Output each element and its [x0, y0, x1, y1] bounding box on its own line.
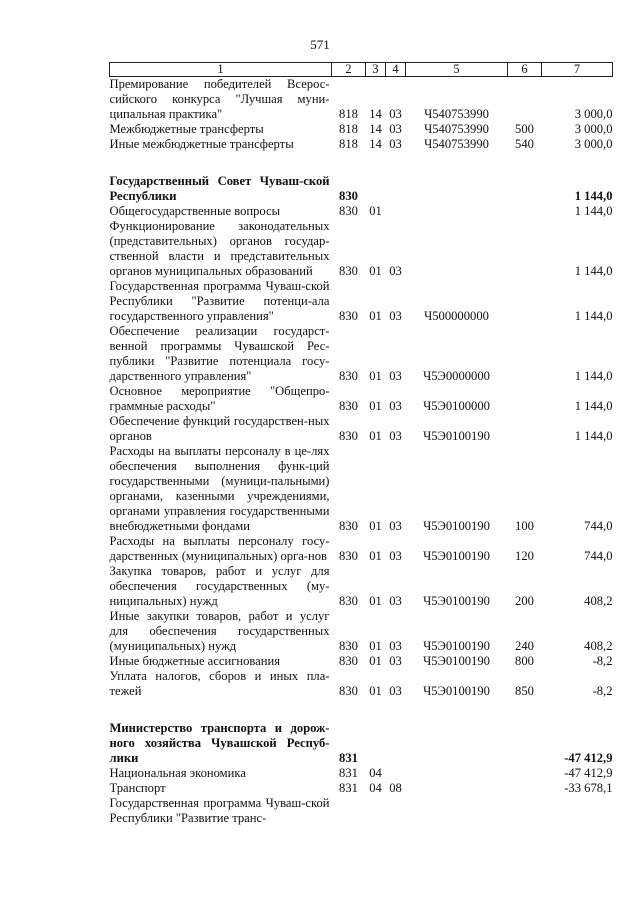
row-subsection-code [386, 174, 406, 204]
row-target-article [406, 796, 508, 826]
row-expense-type [508, 721, 542, 766]
row-expense-type [508, 781, 542, 796]
table-row [110, 564, 613, 609]
row-amount: 3 000,0 [574, 137, 613, 151]
row-ministry-code: 830 [339, 399, 358, 413]
header-cell-2: 2 [332, 63, 366, 77]
row-section-code: 04 [369, 766, 382, 780]
row-amount: 3 000,0 [574, 122, 613, 136]
row-target-article: Ч5Э0100190 [423, 429, 490, 443]
row-target-article: Ч5Э0100190 [423, 684, 490, 698]
spacer-cell [110, 699, 613, 721]
row-subsection-code: 03 [389, 639, 402, 653]
row-section-code: 01 [369, 204, 382, 218]
row-description: Основное мероприятие "Общепро-граммные расходы" [109, 384, 330, 413]
row-subsection-code: 03 [389, 594, 402, 608]
row-section-code: 01 [369, 549, 382, 563]
table-row [110, 384, 613, 414]
row-target-article [406, 781, 508, 796]
row-target-article: Ч5Э0100190 [423, 594, 490, 608]
row-target-article: Ч5Э0100190 [423, 519, 490, 533]
row-ministry-code: 830 [339, 189, 358, 203]
row-expense-type: 540 [515, 137, 534, 151]
row-ministry-code: 831 [339, 781, 358, 795]
row-expense-type [508, 77, 542, 123]
row-description: Обеспечение функций государствен-ных органов [109, 414, 330, 443]
row-section-code: 01 [369, 594, 382, 608]
row-target-article: Ч540753990 [424, 137, 489, 151]
row-description: Государственный Совет Чуваш-ской Республики [109, 174, 330, 203]
row-amount: -8,2 [592, 684, 613, 698]
row-amount: 1 144,0 [574, 189, 613, 203]
table-row [110, 414, 613, 444]
row-ministry-code: 831 [339, 766, 358, 780]
spacer-row [110, 699, 613, 721]
row-subsection-code: 03 [389, 137, 402, 151]
row-amount: 408,2 [584, 639, 613, 653]
row-subsection-code: 03 [389, 654, 402, 668]
table-row [110, 122, 613, 137]
row-amount: -47 412,9 [564, 751, 613, 765]
page-number: 571 [310, 37, 330, 52]
row-amount: 1 144,0 [574, 429, 613, 443]
table-row [110, 534, 613, 564]
budget-table [109, 62, 613, 826]
row-section-code: 01 [369, 654, 382, 668]
row-amount: 1 144,0 [574, 204, 613, 218]
row-subsection-code [386, 204, 406, 219]
row-section-code: 01 [369, 639, 382, 653]
row-amount: 1 144,0 [574, 369, 613, 383]
row-section-code: 01 [369, 399, 382, 413]
header-cell-3: 3 [366, 63, 386, 77]
row-ministry-code: 818 [339, 107, 358, 121]
row-ministry-code: 830 [339, 519, 358, 533]
row-subsection-code: 03 [389, 122, 402, 136]
row-description: Уплата налогов, сборов и иных пла-тежей [109, 669, 330, 698]
row-amount: 1 144,0 [574, 399, 613, 413]
row-expense-type: 850 [515, 684, 534, 698]
spacer-row [110, 152, 613, 174]
row-subsection-code [386, 721, 406, 766]
row-description: Расходы на выплаты персоналу в це-лях обеспечения выполнения функ-ций государственными (муници-пальными) органами, казенными учреждениями, органами управления государственными внебюджетными фондами [109, 444, 330, 533]
header-row [110, 63, 613, 77]
row-subsection-code [386, 796, 406, 826]
spacer-cell [110, 152, 613, 174]
row-expense-type [508, 204, 542, 219]
row-expense-type [508, 384, 542, 414]
row-amount: 744,0 [584, 549, 613, 563]
row-section-code: 01 [369, 519, 382, 533]
row-amount: 744,0 [584, 519, 613, 533]
table-row [110, 279, 613, 324]
table-row [110, 137, 613, 152]
row-ministry-code: 830 [339, 594, 358, 608]
table-row [110, 654, 613, 669]
row-subsection-code: 08 [389, 781, 402, 795]
row-subsection-code: 03 [389, 549, 402, 563]
row-ministry-code: 830 [339, 654, 358, 668]
row-target-article: Ч5Э0000000 [423, 369, 490, 383]
row-target-article [406, 174, 508, 204]
row-ministry-code: 830 [339, 309, 358, 323]
table-row [110, 444, 613, 534]
row-target-article: Ч540753990 [424, 122, 489, 136]
row-section-code: 01 [369, 369, 382, 383]
table-row [110, 204, 613, 219]
row-section-code [366, 796, 386, 826]
row-expense-type [508, 279, 542, 324]
row-section-code: 14 [369, 107, 382, 121]
row-section-code: 04 [369, 781, 382, 795]
row-target-article: Ч5Э0100190 [423, 654, 490, 668]
row-description: Иные бюджетные ассигнования [109, 654, 281, 668]
header-cell-6: 6 [508, 63, 542, 77]
row-ministry-code [332, 796, 366, 826]
row-subsection-code: 03 [389, 107, 402, 121]
row-expense-type: 800 [515, 654, 534, 668]
row-target-article [406, 219, 508, 279]
row-subsection-code: 03 [389, 369, 402, 383]
row-ministry-code: 830 [339, 204, 358, 218]
row-expense-type [508, 766, 542, 781]
row-ministry-code: 830 [339, 639, 358, 653]
row-subsection-code [386, 766, 406, 781]
row-target-article [406, 721, 508, 766]
row-description: Премирование победителей Всерос-сийского конкурса "Лучшая муни-ципальная практика" [109, 77, 330, 121]
header-cell-7: 7 [542, 63, 613, 77]
row-description: Транспорт [109, 781, 166, 795]
row-description: Национальная экономика [109, 766, 246, 780]
row-ministry-code: 830 [339, 264, 358, 278]
row-section-code: 01 [369, 309, 382, 323]
row-amount: 1 144,0 [574, 309, 613, 323]
row-expense-type [508, 219, 542, 279]
table-row [110, 669, 613, 699]
row-ministry-code: 830 [339, 684, 358, 698]
row-section-code: 14 [369, 137, 382, 151]
header-cell-5: 5 [406, 63, 508, 77]
row-description: Общегосударственные вопросы [109, 204, 281, 218]
section-heading-row [110, 174, 613, 204]
row-amount: -8,2 [592, 654, 613, 668]
row-expense-type [508, 174, 542, 204]
row-description: Функционирование законодательных (представительных) органов государ-ственной власти и представительных органов муниципальных образований [109, 219, 330, 278]
row-amount: -47 412,9 [564, 766, 613, 780]
row-target-article: Ч5Э0100000 [423, 399, 490, 413]
table-row [110, 324, 613, 384]
row-target-article [406, 204, 508, 219]
row-expense-type: 240 [515, 639, 534, 653]
row-amount [542, 796, 613, 826]
row-expense-type [508, 324, 542, 384]
section-heading-row [110, 721, 613, 766]
row-ministry-code: 818 [339, 122, 358, 136]
row-subsection-code: 03 [389, 429, 402, 443]
row-subsection-code: 03 [389, 264, 402, 278]
row-ministry-code: 830 [339, 549, 358, 563]
row-expense-type [508, 414, 542, 444]
row-ministry-code: 830 [339, 369, 358, 383]
row-description: Государственная программа Чуваш-ской Республики "Развитие транс- [109, 796, 330, 825]
row-description: Министерство транспорта и дорож-ного хозяйства Чувашской Респуб-лики [109, 721, 330, 765]
row-target-article: Ч540753990 [424, 107, 489, 121]
row-amount: 1 144,0 [574, 264, 613, 278]
header-cell-1: 1 [110, 63, 332, 77]
row-section-code: 14 [369, 122, 382, 136]
table-row [110, 766, 613, 781]
table-row [110, 77, 613, 123]
row-expense-type: 100 [515, 519, 534, 533]
table-row [110, 219, 613, 279]
row-section-code: 01 [369, 429, 382, 443]
row-amount: 408,2 [584, 594, 613, 608]
row-expense-type [508, 796, 542, 826]
row-section-code [366, 721, 386, 766]
header-cell-4: 4 [386, 63, 406, 77]
row-description: Расходы на выплаты персоналу госу-дарственных (муниципальных) орга-нов [109, 534, 330, 563]
row-target-article: Ч500000000 [424, 309, 489, 323]
row-description: Закупка товаров, работ и услуг для обеспечения государственных (му-ниципальных) нужд [109, 564, 330, 608]
row-description: Иные межбюджетные трансферты [109, 137, 294, 151]
row-section-code: 01 [369, 264, 382, 278]
row-subsection-code: 03 [389, 399, 402, 413]
row-target-article: Ч5Э0100190 [423, 639, 490, 653]
table-row [110, 796, 613, 826]
row-section-code: 01 [369, 684, 382, 698]
row-subsection-code: 03 [389, 309, 402, 323]
row-subsection-code: 03 [389, 519, 402, 533]
table-row [110, 609, 613, 654]
table-row [110, 781, 613, 796]
row-description: Обеспечение реализации государст-венной программы Чувашской Рес-публики "Развитие потенциала госу-дарственного управления" [109, 324, 330, 383]
row-ministry-code: 830 [339, 429, 358, 443]
row-description: Межбюджетные трансферты [109, 122, 264, 136]
row-expense-type: 120 [515, 549, 534, 563]
row-description: Государственная программа Чуваш-ской Республики "Развитие потенци-ала государственного управления" [109, 279, 330, 323]
row-target-article [406, 766, 508, 781]
row-amount: 3 000,0 [574, 107, 613, 121]
row-target-article: Ч5Э0100190 [423, 549, 490, 563]
row-amount: -33 678,1 [564, 781, 613, 795]
row-ministry-code: 831 [339, 751, 358, 765]
row-ministry-code: 818 [339, 137, 358, 151]
row-subsection-code: 03 [389, 684, 402, 698]
row-expense-type: 200 [515, 594, 534, 608]
row-section-code [366, 174, 386, 204]
table-body [110, 77, 613, 827]
row-expense-type: 500 [515, 122, 534, 136]
row-description: Иные закупки товаров, работ и услуг для обеспечения государственных (муниципальных) нужд [109, 609, 330, 653]
